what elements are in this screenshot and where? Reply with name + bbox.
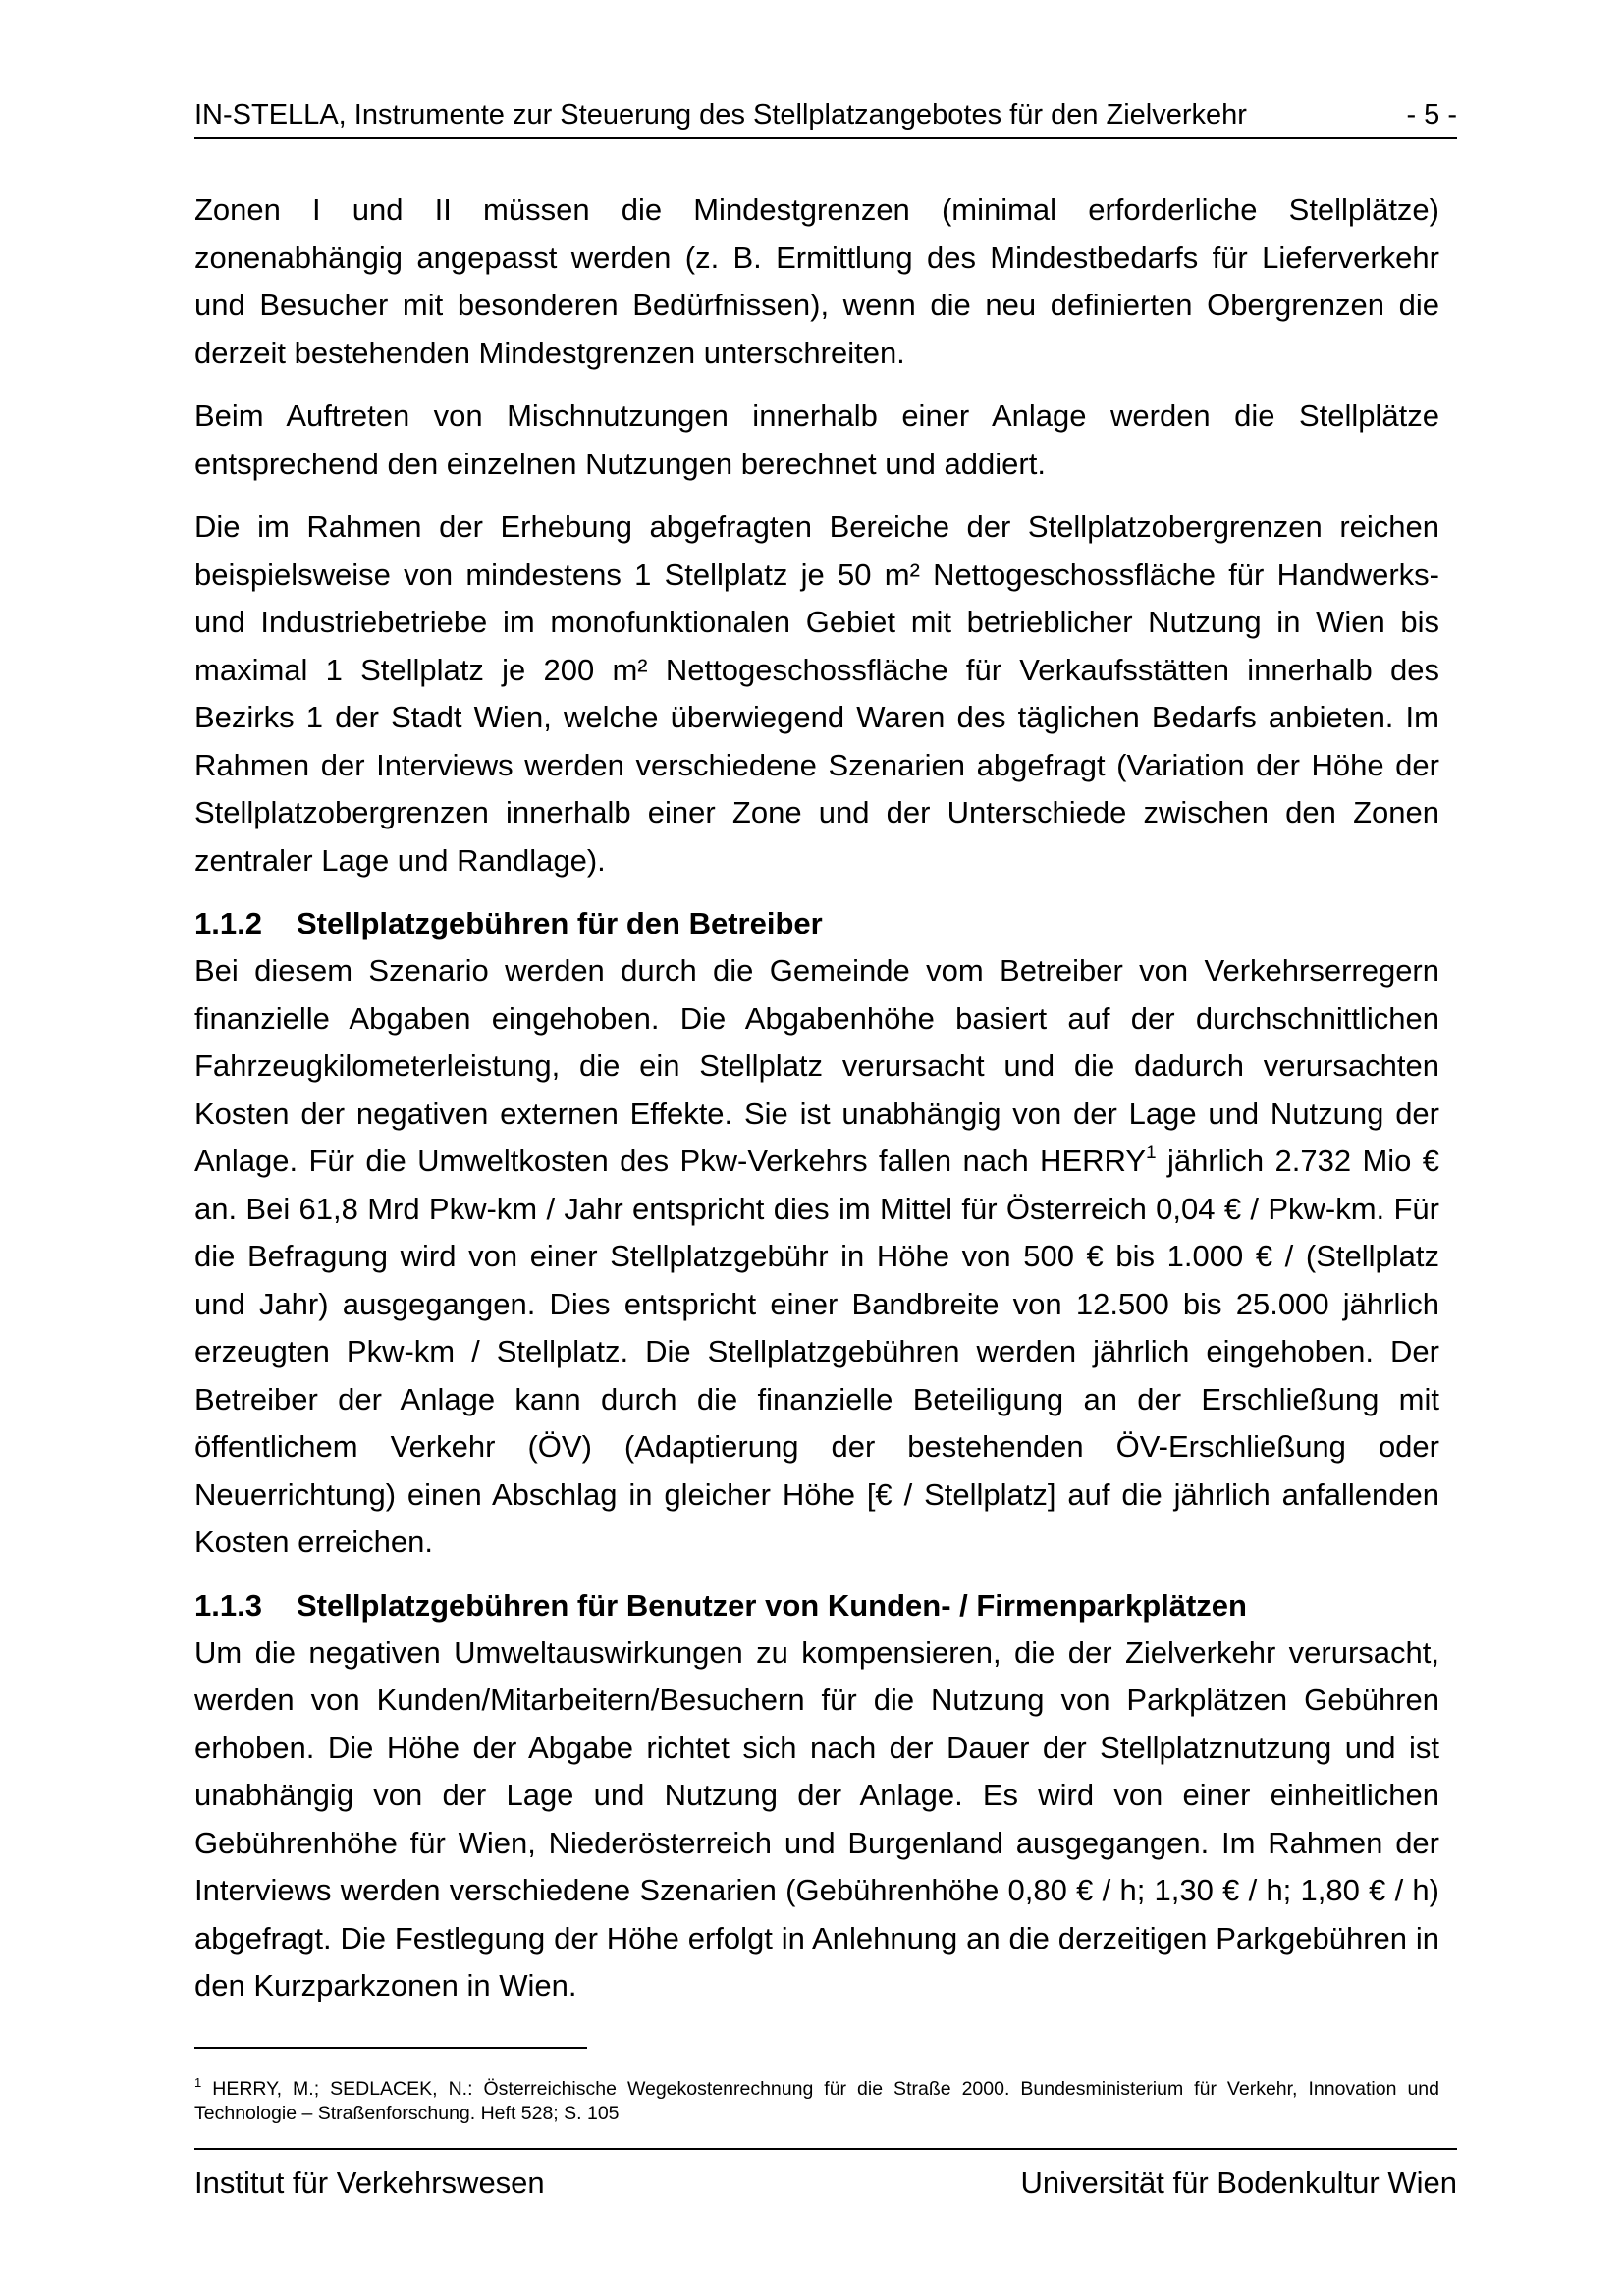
- main-content: [194, 187, 1439, 2026]
- footer-institute: Institut für Verkehrswesen: [194, 2165, 545, 2200]
- footnote-reference[interactable]: 1: [1146, 1142, 1157, 1163]
- section-title: Stellplatzgebühren für Benutzer von Kunden- / Firmenparkplätzen: [297, 1587, 1247, 1623]
- paragraph-mischnutzungen: Beim Auftreten von Mischnutzungen innerhalb einer Anlage werden die Stellplätze entsprechend den einzelnen Nutzungen berechnet und addiert.: [194, 399, 1439, 481]
- paragraph-betreiber-part-b: jährlich 2.732 Mio € an. Bei 61,8 Mrd Pkw-km / Jahr entspricht dies im Mittel für Österreich 0,04 € / Pkw-km. Für die Befragung wird von einer Stellplatzgebühr in Höhe von 500 € bis 1.000 € / (Stellplatz und Jahr) ausgegangen. Dies entspricht einer Bandbreite von 12.500 bis 25.000 jährlich erzeugten Pkw-km / Stellplatz. Die Stellplatzgebühren werden jährlich eingehoben. Der Betreiber der Anlage kann durch die finanzielle Beteiligung an der Erschließung mit öffentlichem Verkehr (ÖV) (Adaptierung der bestehenden ÖV-Erschließung oder Neuerrichtung) einen Abschlag in gleicher Höhe [€ / Stellplatz] auf die jährlich anfallenden Kosten erreichen.: [194, 1144, 1439, 1559]
- page-footer: [194, 2148, 1457, 2211]
- section-title: Stellplatzgebühren für den Betreiber: [297, 906, 823, 940]
- paragraph-benutzer: Um die negativen Umweltauswirkungen zu kompensieren, die der Zielverkehr verursacht, werden von Kunden/Mitarbeitern/Besuchern für die Nutzung von Parkplätzen Gebühren erhoben. Die Höhe der Abgabe richtet sich nach der Dauer der Stellplatznutzung und ist unabhängig von der Lage und Nutzung der Anlage. Es wird von einer einheitlichen Gebührenhöhe für Wien, Niederösterreich und Burgenland ausgegangen. Im Rahmen der Interviews werden verschiedene Szenarien (Gebührenhöhe 0,80 € / h; 1,30 € / h; 1,80 € / h) abgefragt. Die Festlegung der Höhe erfolgt in Anlehnung an die derzeitigen Parkgebühren in den Kurzparkzonen in Wien.: [194, 1634, 1439, 2002]
- section-heading-1-1-2: [194, 900, 1439, 947]
- paragraph-erhebung: Die im Rahmen der Erhebung abgefragten Bereiche der Stellplatzobergrenzen reichen beispielsweise von mindestens 1 Stellplatz je 50 m² Nettogeschossfläche für Handwerks- und Industriebetriebe im monofunktionalen Gebiet mit betrieblicher Nutzung in Wien bis maximal 1 Stellplatz je 200 m² Nettogeschossfläche für Verkaufsstätten innerhalb des Bezirks 1 der Stadt Wien, welche überwiegend Waren des täglichen Bedarfs anbieten. Im Rahmen der Interviews werden verschiedene Szenarien abgefragt (Variation der Höhe der Stellplatzobergrenzen innerhalb einer Zone und der Unterschiede zwischen den Zonen zentraler Lage und Randlage).: [194, 509, 1439, 878]
- section-heading-1-1-3: [194, 1582, 1439, 1629]
- paragraph-zonen: Zonen I und II müssen die Mindestgrenzen (minimal erforderliche Stellplätze) zonenabhängig angepasst werden (z. B. Ermittlung des Mindestbedarfs für Lieferverkehr und Besucher mit besonderen Bedürfnissen), wenn die neu definierten Obergrenzen die derzeit bestehenden Mindestgrenzen unterschreiten.: [194, 192, 1439, 370]
- page-number: - 5 -: [1406, 99, 1457, 131]
- footer-university: Universität für Bodenkultur Wien: [1020, 2165, 1457, 2200]
- footnote-text: HERRY, M.; SEDLACEK, N.: Österreichische Wegekostenrechnung für die Straße 2000. Bundesministerium für Verkehr, Innovation und Technologie – Straßenforschung. Heft 528; S. 105: [194, 2078, 1439, 2124]
- paragraph-betreiber: [194, 947, 1439, 1567]
- section-number: 1.1.2: [194, 906, 262, 940]
- footnote-divider: [194, 2047, 587, 2049]
- section-number: 1.1.3: [194, 1587, 262, 1623]
- header-title: IN-STELLA, Instrumente zur Steuerung des Stellplatzangebotes für den Zielverkehr: [194, 99, 1247, 131]
- footnote-marker: 1: [194, 2074, 202, 2090]
- paragraph-betreiber-part-a: Bei diesem Szenario werden durch die Gemeinde vom Betreiber von Verkehrserregern finanzielle Abgaben eingehoben. Die Abgabenhöhe basiert auf der durchschnittlichen Fahrzeugkilometerleistung, die ein Stellplatz verursacht und die dadurch verursachten Kosten der negativen externen Effekte. Sie ist unabhängig von der Lage und Nutzung der Anlage. Für die Umweltkosten des Pkw-Verkehrs fallen nach HERRY: [194, 953, 1439, 1178]
- page-header: [194, 92, 1457, 139]
- footnote: [194, 2074, 1439, 2126]
